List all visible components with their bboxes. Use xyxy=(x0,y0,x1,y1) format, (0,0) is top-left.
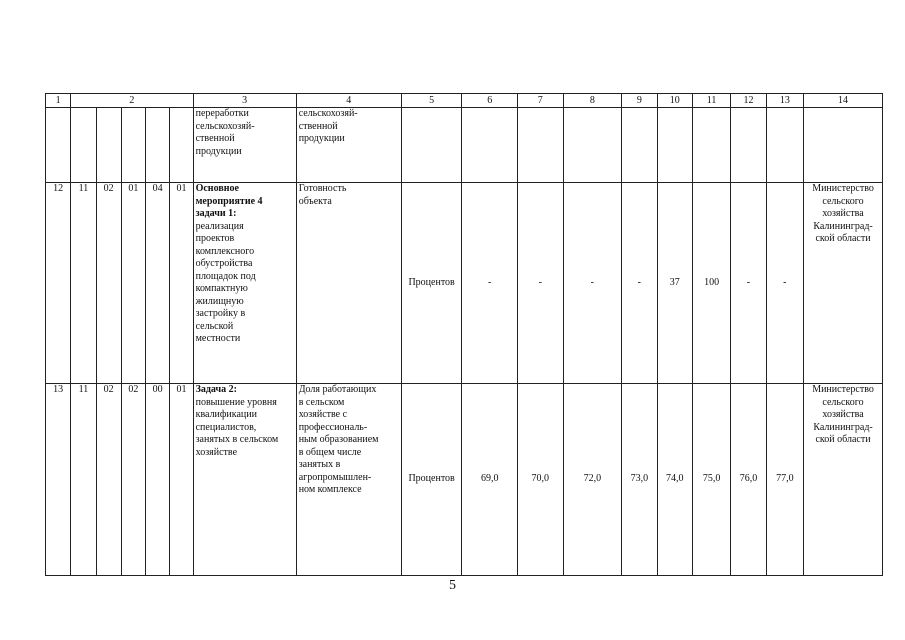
header-col-10: 10 xyxy=(657,94,692,108)
value-cell: 76,0 xyxy=(731,384,766,576)
indicator-name: Готовность объекта xyxy=(296,183,401,384)
value-cell: 72,0 xyxy=(563,384,622,576)
value-cell: 100 xyxy=(692,183,730,384)
header-col-7: 7 xyxy=(518,94,563,108)
value-cell: 73,0 xyxy=(622,384,657,576)
page-number: 5 xyxy=(449,578,456,593)
header-col-6: 6 xyxy=(462,94,518,108)
code-cell: 02 xyxy=(121,384,145,576)
table-row-continuation xyxy=(46,108,883,183)
unit-cell: Процентов xyxy=(401,384,462,576)
header-col-8: 8 xyxy=(563,94,622,108)
code-cell: 11 xyxy=(71,384,96,576)
code-cell: 02 xyxy=(96,384,121,576)
value-cell: - xyxy=(731,183,766,384)
value-cell: 70,0 xyxy=(518,384,563,576)
value-cell: 75,0 xyxy=(692,384,730,576)
program-table xyxy=(45,93,883,576)
header-col-1: 1 xyxy=(46,94,71,108)
header-col-2: 2 xyxy=(71,94,193,108)
header-col-14: 14 xyxy=(804,94,883,108)
code-cell: 01 xyxy=(121,183,145,384)
activity-title: Основное мероприятие 4 задачи 1: xyxy=(195,183,263,219)
code-cell: 11 xyxy=(71,183,96,384)
activity-description xyxy=(193,183,296,384)
continuation-description: переработки сельскохозяй- ственной продукции xyxy=(193,108,296,183)
table-row-13 xyxy=(46,384,883,576)
task-text: повышение уровня квалификации специалистов, занятых в сельском хозяйстве xyxy=(195,396,279,458)
value-cell: 74,0 xyxy=(657,384,692,576)
code-cell: 00 xyxy=(146,384,170,576)
activity-text: реализация проектов комплексного обустройства площадок под компактную жилищную застройку в сельской местности xyxy=(195,220,256,344)
value-cell: 77,0 xyxy=(766,384,803,576)
header-col-9: 9 xyxy=(622,94,657,108)
responsible-cell: Министерство сельского хозяйства Калининград- ской области xyxy=(804,183,883,384)
task-title: Задача 2: xyxy=(195,384,237,395)
value-cell: - xyxy=(766,183,803,384)
continuation-indicator: сельскохозяй- ственной продукции xyxy=(296,108,401,183)
code-cell: 13 xyxy=(46,384,71,576)
code-cell: 01 xyxy=(170,183,193,384)
indicator-name: Доля работающих в сельском хозяйстве с профессиональ- ным образованием в общем числе занятых в агропромышлен- ном комплексе xyxy=(296,384,401,576)
header-col-3: 3 xyxy=(193,94,296,108)
task-description xyxy=(193,384,296,576)
value-cell: 69,0 xyxy=(462,384,518,576)
value-cell: - xyxy=(622,183,657,384)
code-cell: 01 xyxy=(170,384,193,576)
value-cell: - xyxy=(563,183,622,384)
header-col-11: 11 xyxy=(692,94,730,108)
code-cell: 12 xyxy=(46,183,71,384)
table-row-12 xyxy=(46,183,883,384)
header-col-13: 13 xyxy=(766,94,803,108)
responsible-cell: Министерство сельского хозяйства Калининград- ской области xyxy=(804,384,883,576)
header-row xyxy=(46,94,883,108)
value-cell: 37 xyxy=(657,183,692,384)
value-cell: - xyxy=(518,183,563,384)
code-cell: 02 xyxy=(96,183,121,384)
header-col-5: 5 xyxy=(401,94,462,108)
unit-cell: Процентов xyxy=(401,183,462,384)
value-cell: - xyxy=(462,183,518,384)
code-cell: 04 xyxy=(146,183,170,384)
header-col-4: 4 xyxy=(296,94,401,108)
header-col-12: 12 xyxy=(731,94,766,108)
